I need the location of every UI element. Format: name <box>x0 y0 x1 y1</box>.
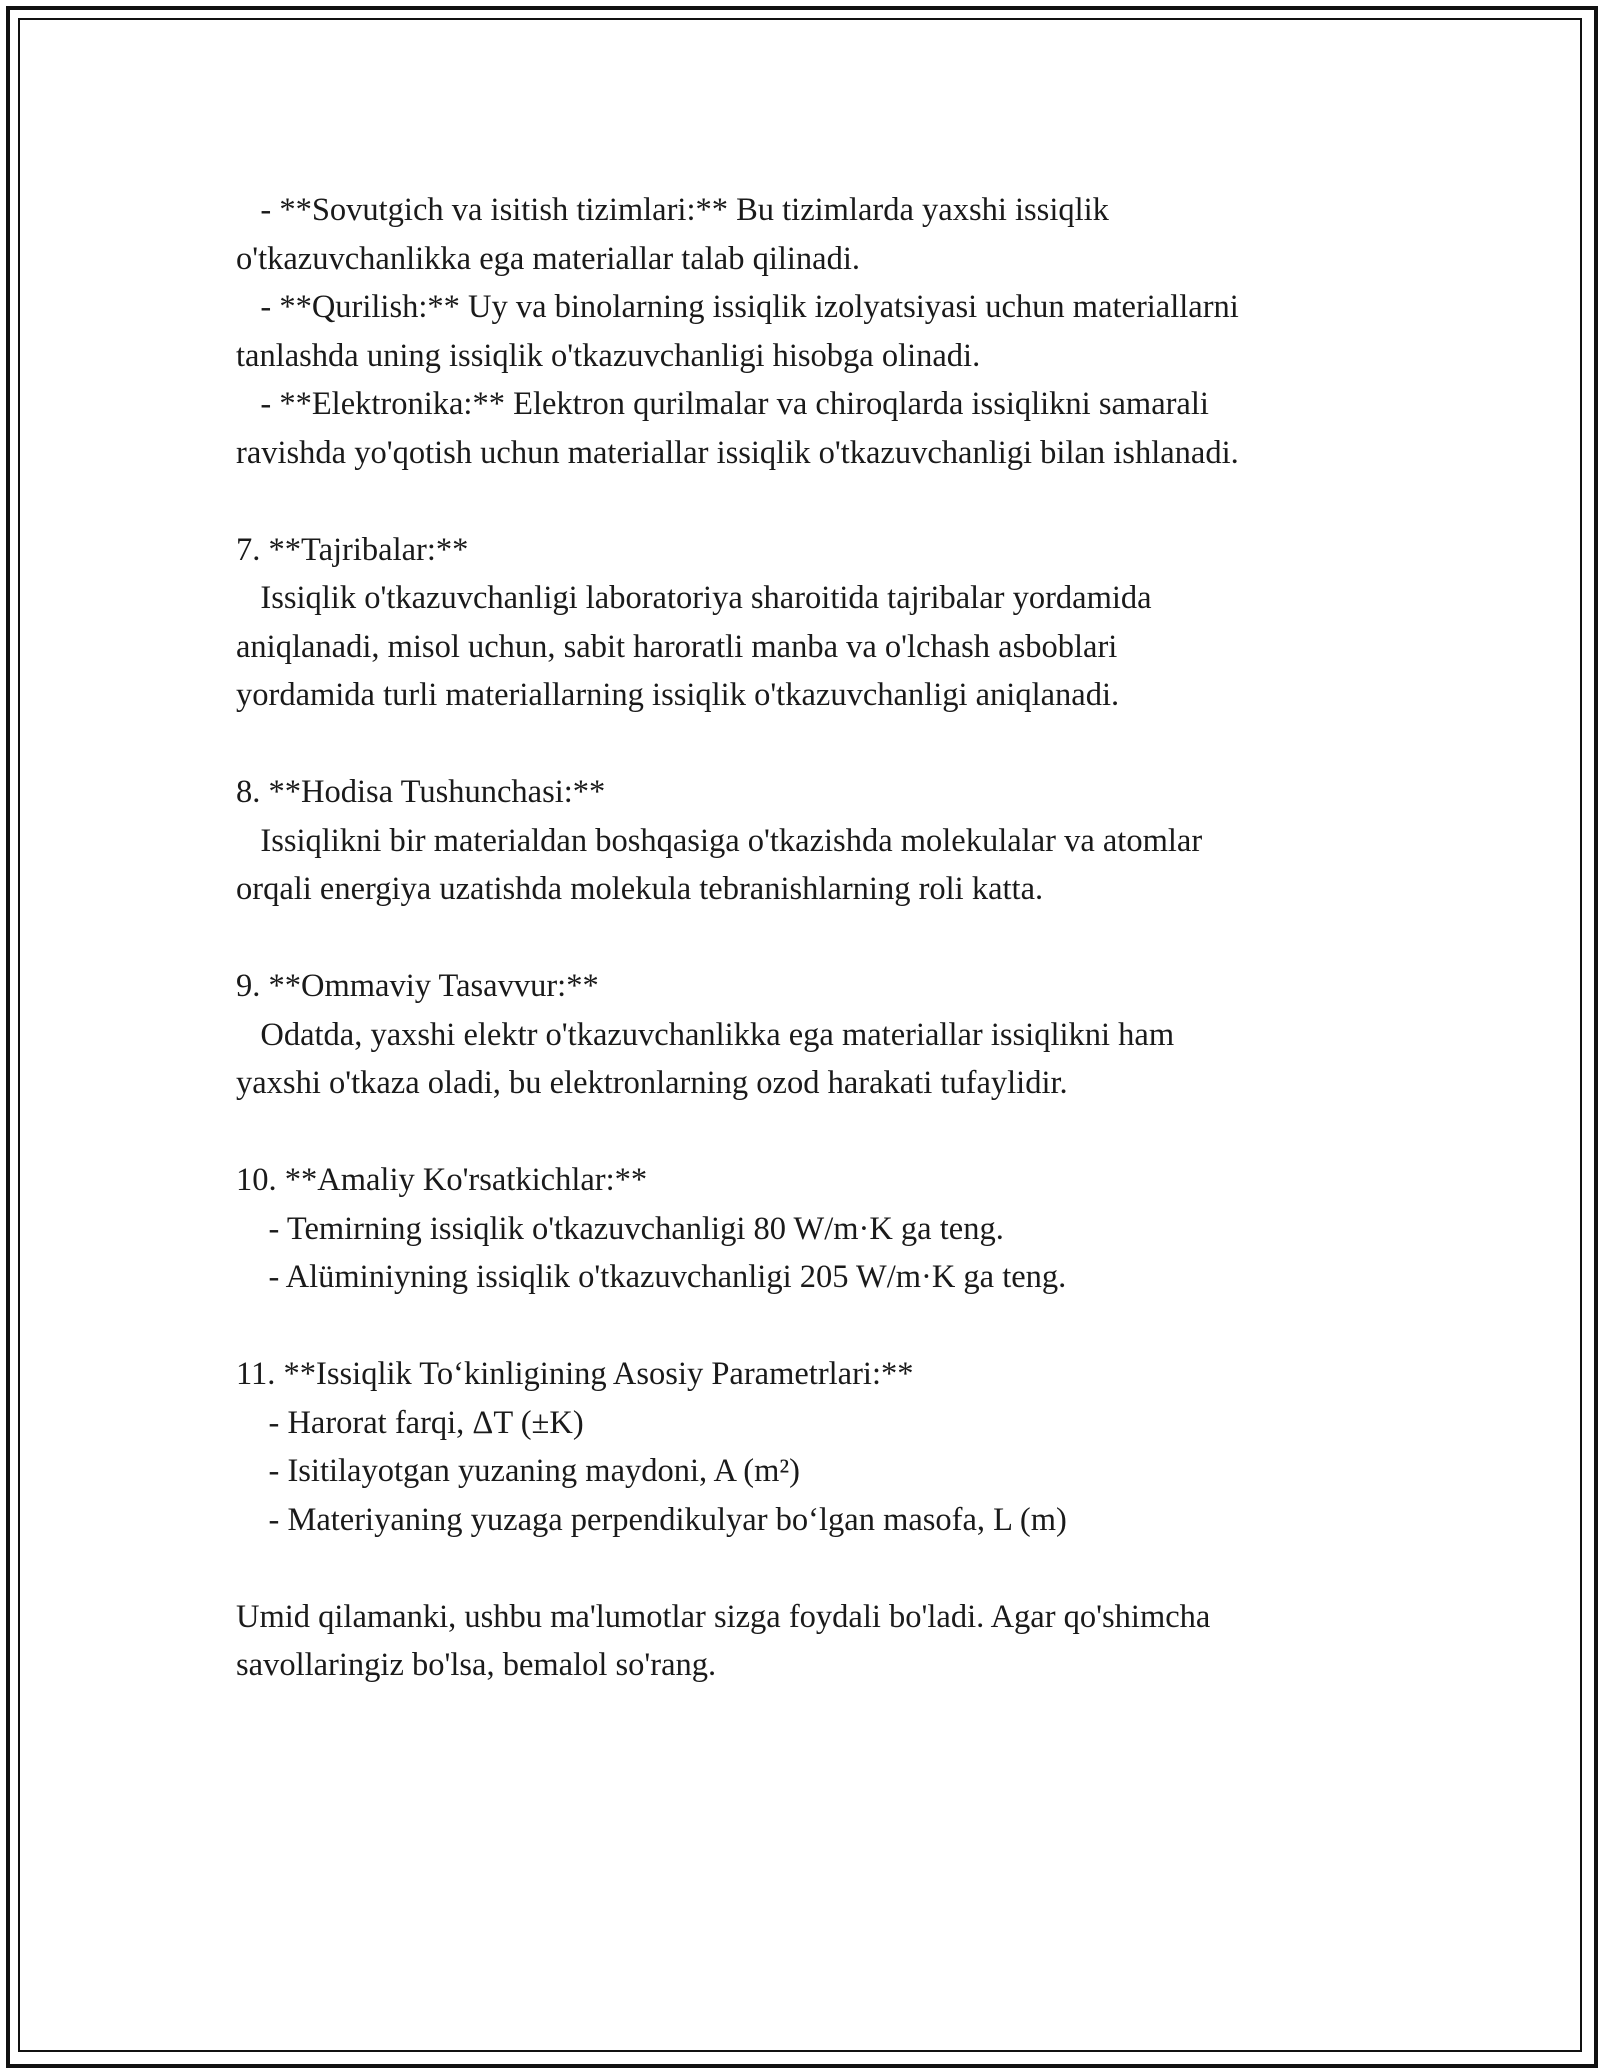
list-item: - Materiyaning yuzaga perpendikulyar bo‘lgan masofa, L (m) <box>236 1501 1067 1538</box>
paragraph-gap <box>236 720 1386 769</box>
text-line: yordamida turli materiallarning issiqlik o'tkazuvchanligi aniqlanadi. <box>236 677 1120 713</box>
list-item: - Alüminiyning issiqlik o'tkazuvchanligi 205 W/m·K ga teng. <box>236 1259 1067 1295</box>
text-line: - **Sovutgich va isitish tizimlari:** Bu tizimlarda yaxshi issiqlik <box>236 192 1109 228</box>
section-heading: 10. **Amaliy Ko'rsatkichlar:** <box>236 1162 648 1198</box>
text-line: ravishda yo'qotish uchun materiallar issiqlik o'tkazuvchanligi bilan ishlanadi. <box>236 434 1239 471</box>
text-line: Odatda, yaxshi elektr o'tkazuvchanlikka ega materiallar issiqlikni ham <box>236 1016 1175 1053</box>
text-line: o'tkazuvchanlikka ega materiallar talab qilinadi. <box>236 240 860 277</box>
paragraph-gap <box>236 1302 1386 1351</box>
paragraph-gap <box>236 477 1386 526</box>
text-line: orqali energiya uzatishda molekula tebranishlarning roli katta. <box>236 871 1044 907</box>
paragraph-gap <box>236 1108 1386 1157</box>
text-line: aniqlanadi, misol uchun, sabit haroratli manba va o'lchash asboblari <box>236 628 1118 665</box>
text-line: - **Qurilish:** Uy va binolarning issiqlik izolyatsiyasi uchun materiallarni <box>236 289 1239 325</box>
section-heading: 8. **Hodisa Tushunchasi:** <box>236 774 606 810</box>
section-heading: 9. **Ommaviy Tasavvur:** <box>236 968 599 1004</box>
section-heading: 7. **Tajribalar:** <box>236 531 469 568</box>
paragraph-gap <box>236 1544 1386 1593</box>
section-heading: 11. **Issiqlik To‘kinligining Asosiy Parametrlari:** <box>236 1356 914 1392</box>
list-item: - Isitilayotgan yuzaning maydoni, A (m²) <box>236 1453 800 1489</box>
paragraph-gap <box>236 914 1386 963</box>
text-line: tanlashda uning issiqlik o'tkazuvchanligi hisobga olinadi. <box>236 337 981 374</box>
text-line: Issiqlikni bir materialdan boshqasiga o'tkazishda molekulalar va atomlar <box>236 822 1203 859</box>
list-item: - Temirning issiqlik o'tkazuvchanligi 80 W/m·K ga teng. <box>236 1210 1004 1247</box>
text-line: - **Elektronika:** Elektron qurilmalar va chiroqlarda issiqlikni samarali <box>236 386 1209 422</box>
text-line: Issiqlik o'tkazuvchanligi laboratoriya sharoitida tajribalar yordamida <box>236 580 1152 616</box>
list-item: - Harorat farqi, ΔT (±K) <box>236 1404 584 1441</box>
document-body <box>236 186 1386 1690</box>
closing-text-line: savollaringiz bo'lsa, bemalol so'rang. <box>236 1647 717 1683</box>
text-line: yaxshi o'tkaza oladi, bu elektronlarning ozod harakati tufaylidir. <box>236 1065 1068 1101</box>
closing-text-line: Umid qilamanki, ushbu ma'lumotlar sizga foydali bo'ladi. Agar qo'shimcha <box>236 1598 1211 1635</box>
